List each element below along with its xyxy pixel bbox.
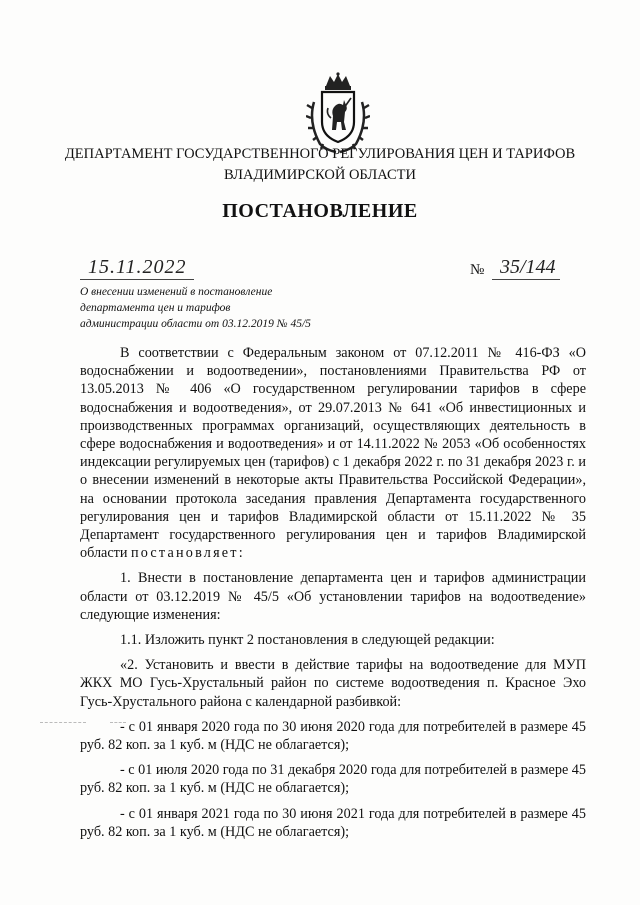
tariff-item: - с 01 января 2021 года по 30 июня 2021 года для потребителей в размере 45 руб. 82 коп. за 1 куб. м (НДС не облагается); xyxy=(80,805,586,840)
scan-artifact-line xyxy=(40,722,86,723)
preamble-text: В соответствии с Федеральным законом от 07.12.2011 № 416-ФЗ «О водоснабжении и водоотведении», постановлениями Правительства РФ от 13.05.2013 № 406 «О государственном регулировании тарифов в сфере водоснабжения и водоотведения», от 29.07.2013 № 641 «Об инвестиционных и производственных программах организаций, осуществляющих деятельность в сфере водоснабжения и водоотведения» и от 14.11.2022 № 2053 «Об особенностях индексации регулируемых цен (тарифов) с 1 декабря 2022 г. по 31 декабря 2023 г. и о внесении изменений в некоторые акты Правительства Российской Федерации», на основании протокола заседания правления Департамента государственного регулирования цен и тарифов Владимирской области от 15.11.2022 № 35 Департамент государственного регулирования цен и тарифов Владимирской области xyxy=(80,345,586,562)
scan-artifact-line xyxy=(110,722,126,723)
document-body xyxy=(80,344,586,848)
subject-line: департамента цен и тарифов xyxy=(80,302,231,314)
number-underline xyxy=(492,279,560,280)
department-name-line1: ДЕПАРТАМЕНТ ГОСУДАРСТВЕННОГО РЕГУЛИРОВАНИЯ ЦЕН И ТАРИФОВ xyxy=(64,146,576,162)
document-subject xyxy=(80,284,380,332)
subject-line: администрации области от 03.12.2019 № 45/5 xyxy=(80,318,311,330)
clause-2-quote: «2. Установить и ввести в действие тарифы на водоотведение для МУП ЖКХ МО Гусь-Хрустальный район по системе водоотведения п. Красное Эхо Гусь-Хрустального района с календарной разбивкой: xyxy=(80,657,586,710)
date-underline xyxy=(80,279,194,280)
subject-line: О внесении изменений в постановление xyxy=(80,286,273,298)
clause-1-1: 1.1. Изложить пункт 2 постановления в следующей редакции: xyxy=(120,632,495,649)
document-number: 35/144 xyxy=(500,256,556,278)
number-label: № xyxy=(470,262,485,278)
document-date: 15.11.2022 xyxy=(88,256,187,278)
tariff-item: - с 01 июля 2020 года по 31 декабря 2020 года для потребителей в размере 45 руб. 82 коп. за 1 куб. м (НДС не облагается); xyxy=(80,762,586,797)
coat-of-arms-emblem xyxy=(306,72,370,154)
department-name-line2: ВЛАДИМИРСКОЙ ОБЛАСТИ xyxy=(224,167,416,183)
clause-1: 1. Внести в постановление департамента цен и тарифов администрации области от 03.12.2019 № 45/5 «Об установлении тарифов на водоотведение» следующие изменения: xyxy=(80,570,586,623)
document-title: ПОСТАНОВЛЕНИЕ xyxy=(222,200,418,222)
resolves-keyword: постановляет: xyxy=(130,545,245,562)
preamble-paragraph xyxy=(80,344,586,562)
tariff-item: - с 01 января 2020 года по 30 июня 2020 года для потребителей в размере 45 руб. 82 коп. за 1 куб. м (НДС не облагается); xyxy=(80,718,586,754)
